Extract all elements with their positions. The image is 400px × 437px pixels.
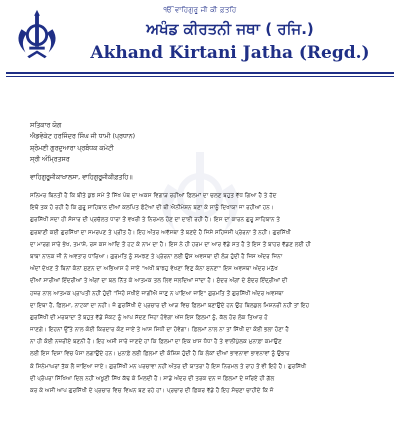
body-line: ਦਾ ਇਥਾ ਹੈ, ਫ਼ਿਲਮਾ, ਨਾਟਕਾਂ ਦਾ ਨਹੀਂ। ਜੋ ਗੁਰਸਿੱਖੀ ਦੇ ਪ੍ਰਚਾਰ ਦੀ ਆੜ ਵਿਚ ਫ਼ਿਲਮਾਂ ਬਣਾਉਂਦੇ ਹਨ ਉਹ ਬਿਲਕੁਲ ਮਿਸ਼ਨਰੀ ਨਹੀਂ ਤਾਂ ਇਹ (30, 302, 310, 309)
body-line: ਦਾ ਮਾਰਗ ਸਾਰੇ ਭੇਖ, ਤਮਾਸ਼ੇ, ਰਸ ਕਸ ਆਦਿ ਤੋਂ ਹਟ ਕੇ ਨਾਮ ਦਾ ਹੈ। ਇਸ ਨੇ ਹੀ ਹਰਮ ਦਾ ਆਰ ਵੱਡੇ ਸਤ ਹੈ ਤੇ ਇਸ ਤੋਂ ਬਾਹਰ ਵੱਡਣ ਲਈ ਹੀ (30, 241, 311, 248)
salutation: ਵਾਹਿਗੁਰੂਜੀਕਾਖ਼ਾਲਸਾ, ਵਾਹਿਗੁਰੂਜੀਕੀਫ਼ਤਹਿ॥ (30, 174, 133, 181)
body-line: ਅੰਦਾਂ ਦੇਖਣ ਤੋਂ ਬਿਨਾਂ ਕੰਨਾਂ ਸੁਣਨ ਦਾ ਅਭਿਆਸ ਹੋ ਜਾਏ "ਅਖੀ ਬਾਝਹੁ ਵੇਖਣਾ ਵਿਣੁ ਕੰਨਾ ਸੁਨਣਾ" ਇਸ ਅਵਸਥਾ ਅੰਦਰ ਮਨੁੱਖ (30, 266, 278, 273)
body-line: ਇਥੋਂ ਤਕ ਹੋ ਰਹੀ ਹੈ ਕਿ ਗੁਰੂ ਸਾਹਿਬਾਨ ਦੀਆਂ ਕਲਪਿਤ ਫੋਟੋਆਂ ਦੀ ਥੀ ਐਨੀਮੇਸ਼ਨ ਬਣਾ ਕੇ ਸਾਨੂੰ ਦਿਖਾਯਾ ਜਾ ਰਹੀਆਂ ਹਨ। (30, 205, 274, 212)
body-line: ਹਜ਼ਰ ਨਾਲ ਆਤਮਕ ਪ੍ਰਾਪਤੀ ਨਹੀਂ ਹੁੰਦੀ "ਜਿਹੋ ਸਖੀਏ ਜਾਗੀਐ ਜਾਣੁ ਨ ਪਾਇਆ ਜਾਇ" ਗੁਰਮਤਿ ਤੋਂ ਗੁਰਸਿੱਖੀ ਅੰਦਰ ਅਵਸਥਾ (30, 290, 284, 297)
body-line: ਨਾ ਹੀ ਕੋਈ ਨਜ਼ਰੀਏ ਬਣਨੀ ਹੈ। ਇਹ ਅਸੀ ਸਾਰੇ ਜਾਣਦੇ ਹਾਂ ਕਿ ਫ਼ਿਲਮਾਂ ਦਾ ਇਕ ਖ਼ਾਸ ਧੰਧਾ ਹੈ ਤੇ ਵਾਲੀਪੁੱਲਕ ਮੁਨਾਫ਼ਾ ਕਮਾਉਣ (30, 339, 282, 346)
body-line: ਦੀ ਪ੍ਰੰਪਰਾ ਸਿੱਖਿਆ ਦਿਲ ਨਹੀਂ ਅਖੂਣੀ ਸਿੱਖ ਕੱਢ ਕੇ ਮਿਲਦੀ ਹੈ। ਸਾਡੇ ਅੰਦਰ ਦੀ ਤਰਕ ਦਨ ਜ ਫ਼ਿਲਮਾਂ ਦੇ ਜ਼ਰਿਏ ਹੀ ਗੱਲ (30, 375, 275, 382)
invocation-text: ੴ ਵਾਹਿਗੁਰੂ ਜੀ ਕੀ ਫ਼ਤਹਿ (163, 6, 237, 14)
khanda-emblem-icon (8, 8, 66, 66)
organization-title-punjabi: ਅਖੰਡ ਕੀਰਤਨੀ ਜਥਾ ( ਰਜਿ.) (146, 20, 314, 38)
organization-title-english: Akhand Kirtani Jatha (Regd.) (90, 43, 370, 63)
address-line: ਸ੍ਰੀ ਅੰਮ੍ਰਿਤਸਰ (30, 156, 70, 164)
header-divider (6, 72, 394, 74)
address-line: ਐਡਵੋਕੇਟ ਹਰਜਿੰਦਰ ਸਿੰਘ ਜੀ ਧਾਮੀ (ਪ੍ਰਧਾਨ) (30, 133, 136, 141)
address-line: ਸਤਿਕਾਰ ਯੋਗ (30, 122, 62, 129)
address-line: ਸ਼੍ਰੋਮਣੀ ਗੁਰਦੁਆਰਾ ਪ੍ਰਬੰਧਕ ਕਮੇਟੀ (30, 144, 114, 152)
body-line: ਗੁਰਸਿੱਖੀ ਦੀ ਮਰਯਾਦਾ ਤੋਂ ਬਹੁਤ ਵੱਡੇ ਸੰਕਟ ਨੂੰ ਆਪ ਸੱਦਣ ਜਿਹਾ ਹੋਵੇਗਾ ਅੱਜ ਇਸ ਫ਼ਿਲਮਾਂ ਨੂੰ, ਕੱਲ ਹੋਰ ਲੋਕ ਤਿਆਰ ਹੋ (30, 314, 268, 321)
body-line: ਜਾਣਗੇ। ਇਹਨਾਂ ਉੱਤੇ ਨਾਲ ਕੋਈ ਕਿਰਦਾਰ ਕੋਣ ਜਾਏਂ ਤੇ ਆਸ ਸਿਧੀ ਦਾ ਹੋਵੇਗਾ। ਫ਼ਿਲਮਾਂ ਨਾਲ ਨਾ ਤਾਂ ਸਿੱਖੀ ਦਾ ਕੋਈ ਭਲਾ ਹੋਣਾ ਹੈ (30, 327, 289, 334)
body-line: ਕਰ ਕੇ ਅਸੀ ਆਪ ਗੁਰਸਿੱਖੀ ਦੇ ਪ੍ਰਚਾਰ ਵਿਚ ਵਿਘਨ ਬਣ ਰਹੇ ਹਾਂ। ਪ੍ਰਚਾਰ ਦੀ ਫ਼ਿਕਰ ਵੱਡੇ ਹੈ ਇਹ ਸੋਚਣਾ ਚਾਹੀਦੇ ਕਿ ਜੋ (30, 388, 274, 394)
body-line: ਕੇ ਸਿਨੇਮਾਘਰਾਂ ਤੱਕ ਲੈ ਜਾਇਆ ਜਾਏ। ਗੁਰਸਿੱਖੀ ਮਨ ਪਰਚਾਵਾ ਨਹੀਂ ਅੰਤਰ ਦੀ ਯਾਤਰਾ ਹੈ ਇਸ ਨਿਰਮਲ ਤੇ ਰਾਹ ਤੋਂ ਵੀ ਇਹੋ ਹੈ। ਗੁਰਸਿੱਖੀ (30, 363, 307, 370)
body-line: ਗੁਰਬਾਣੀ ਕਈ ਗੁਰਸਿੱਖਾਂ ਦਾ ਸਮਰਪਣ ਤੇ ਪ੍ਰੀਤ ਹੈ। ਇਹ ਅੰਤਰ ਅਵੱਸਥਾ ਤੋਂ ਬਣਦੇ ਹੈ ਜਿਸੇ ਸਹਿਜਸੀ ਪ੍ਰੇਰਨਾ ਤੋਂ ਨਹੀਂ। ਗੁਰਸਿੱਖੀ (30, 229, 291, 236)
body-line: ਲਈ ਇਸ ਦਿਸ਼ਾ ਵਿਚ ਪੈਸਾ ਲਗਾਉਂਦੇ ਹਨ। ਮੁਨਾਫ਼ੇ ਲਈ ਫ਼ਿਲਮਾਂ ਦੀ ਕੋਸ਼ਿਸ਼ ਹੁੰਦੀ ਹੈ ਕਿ ਲੋਕਾਂ ਦੀਆਂ ਭਾਵਨਾਵਾਂ ਭਾਵਨਾਵਾਂ ਨੂੰ ਉਭਾਰ (30, 351, 290, 358)
body-line: ਬਾਬਾ ਨਾਨਕ ਜੀ ਨੇ ਅਵਤਾਰ ਧਾਰਿਆ। ਗੁਰਮਤਿ ਨੂੰ ਸਮਝਣ ਤੇ ਪ੍ਰੇਰਨਾ ਲਈ ਉਸ ਅਵਸਥਾ ਦੀ ਲੋੜ ਹੁੰਦੀ ਹੈ ਜਿਸ ਅੰਦਰ ਜਿਨਾ (30, 253, 283, 260)
recipient-address (30, 120, 135, 166)
letter-body (30, 190, 376, 430)
body-line: ਗੁਰਸਿੱਖੀ ਸਦਾ ਹੀ ਸੰਸਾਰ ਦੀ ਪ੍ਰਚੱਲਤ ਧਾਰਾ ਤੋਂ ਵਖਰੀ ਤੇ ਨਿਰਮਲ ਹੋਣ ਦਾ ਦਾਈ ਰਹੀ ਹੈ। ਇਸ ਦਾ ਕਾਰਨ ਗੁਰੂ ਸਾਹਿਬਾਨ ਤੇ (30, 217, 281, 224)
body-line (30, 397, 376, 409)
body-line: ਸਨਿਮਰ ਬਿਨਤੀ ਹੈ ਕਿ ਬੀਤੇ ਕੁਝ ਸਮੇਂ ਤੋਂ ਸਿੱਖ ਪੰਥ ਦਾ ਅਕਸ ਵਿਗਾੜ ਰਹੀਆਂ ਫ਼ਿਲਮਾਂ ਦਾ ਚਲਣ ਬਹੁਤ ਵੱਧ ਗਿਆ ਹੈ ਤੇ ਹੱਦ (30, 193, 277, 199)
body-line: ਦੀਆਂ ਸਾਰੀਆਂ ਇੰਦਰੀਆਂ ਤੇ ਅੰਗਾਂ ਦਾ ਬਲ ਨਿੱਤ ਕੇ ਆਤਮਕ ਤਲ ਲਿਵ ਜਲਦਿਆਂ ਜਾਂਦਾ ਹੈ। ਸੁੰਦਰ ਅੰਗਾਂ ਦੇ ਸੁੰਦਰ ਇੰਦ੍ਰੀਆਂ ਦੀ (30, 278, 288, 285)
header-divider-thin (6, 76, 394, 77)
